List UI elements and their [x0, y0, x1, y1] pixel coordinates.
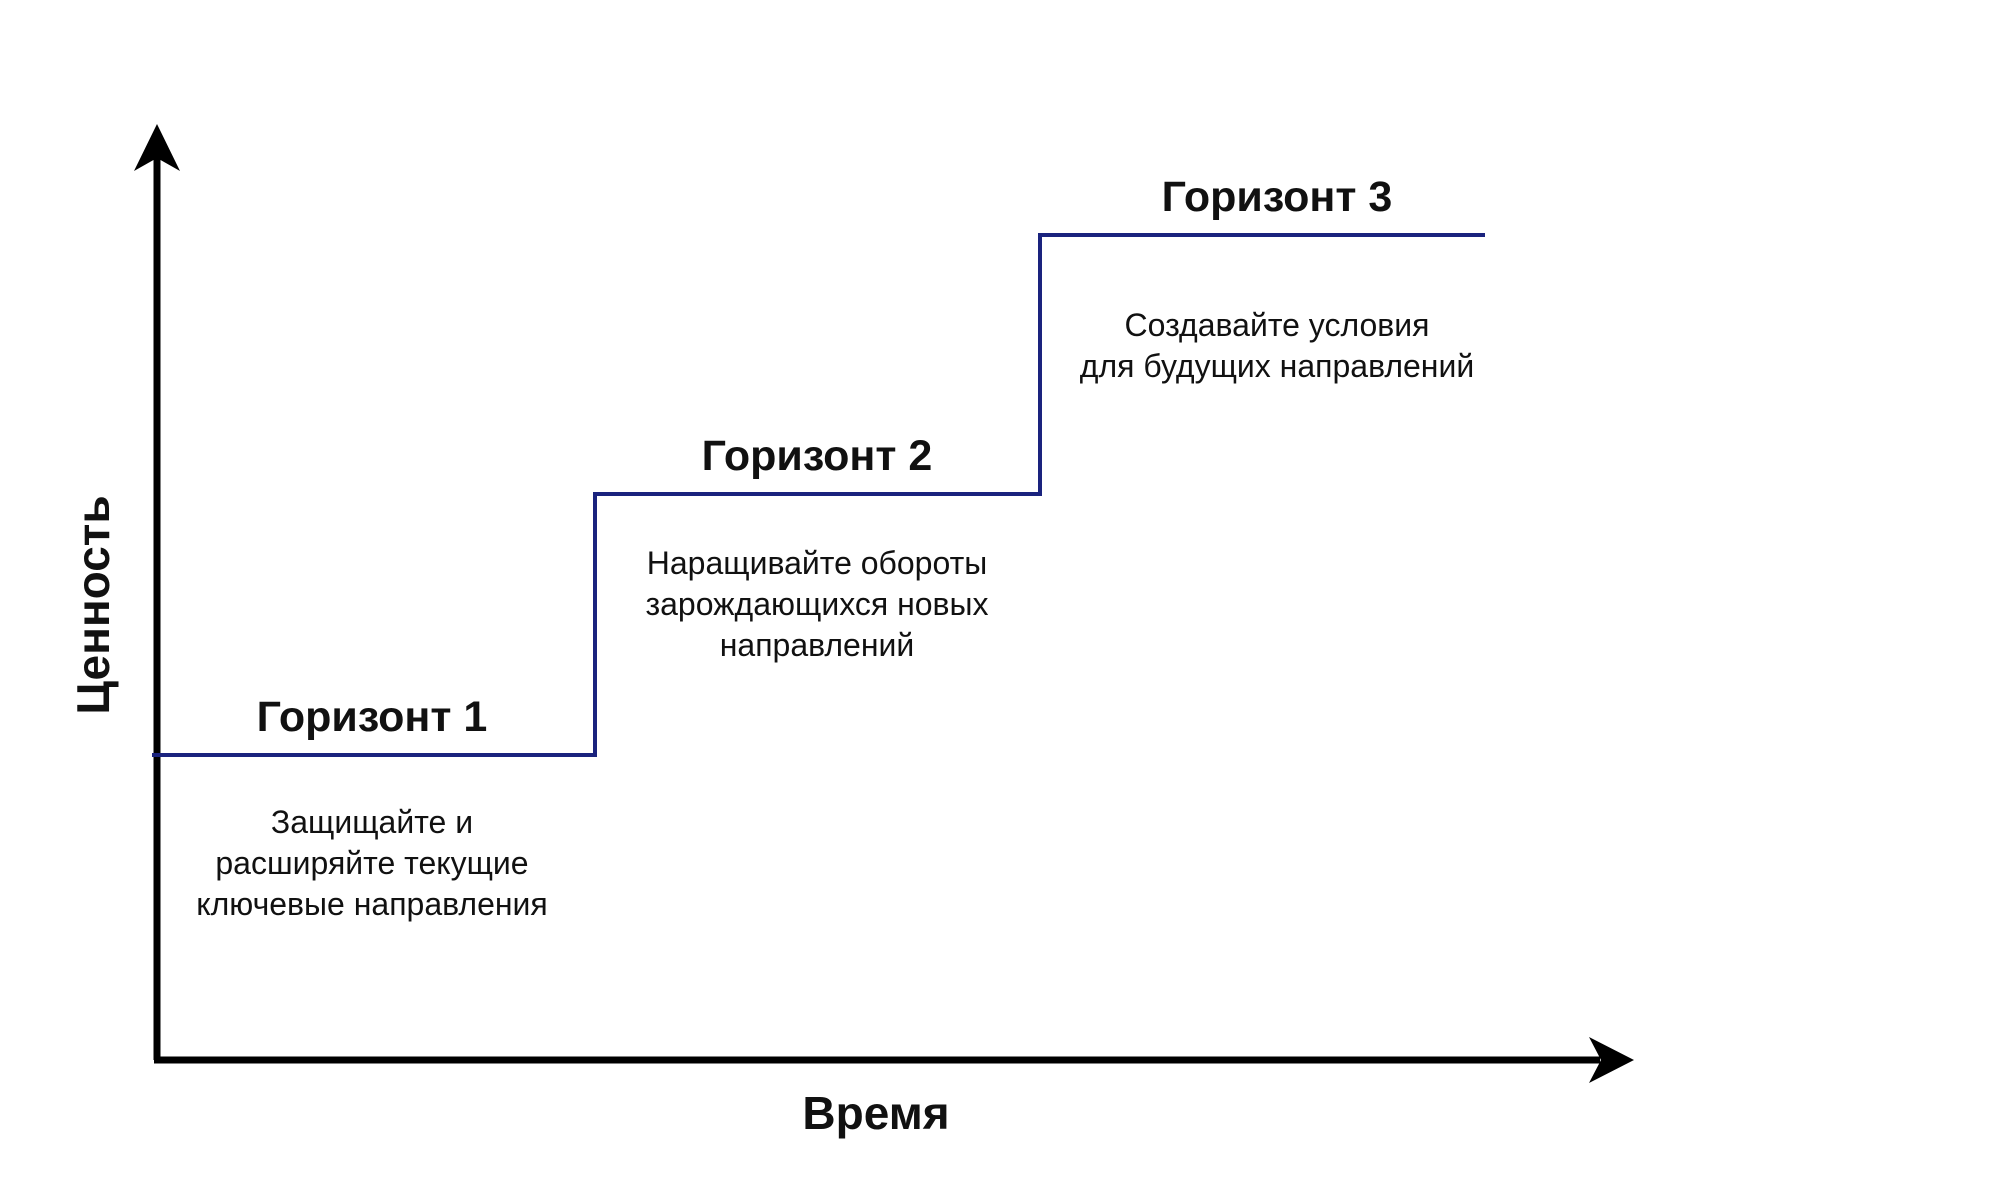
horizon-2-description: Наращивайте обороты зарождающихся новых направлений [645, 545, 989, 663]
horizon-1-title: Горизонт 1 [256, 693, 488, 741]
y-axis-label: Ценность [67, 495, 119, 715]
horizon-1-description: Защищайте и расширяйте текущие ключевые направления [196, 804, 548, 922]
x-axis-label: Время [802, 1087, 950, 1139]
horizon-3-description: Создавайте условия для будущих направлений [1079, 307, 1475, 384]
horizon-3-title: Горизонт 3 [1161, 173, 1393, 221]
horizon-2-title: Горизонт 2 [701, 432, 933, 480]
